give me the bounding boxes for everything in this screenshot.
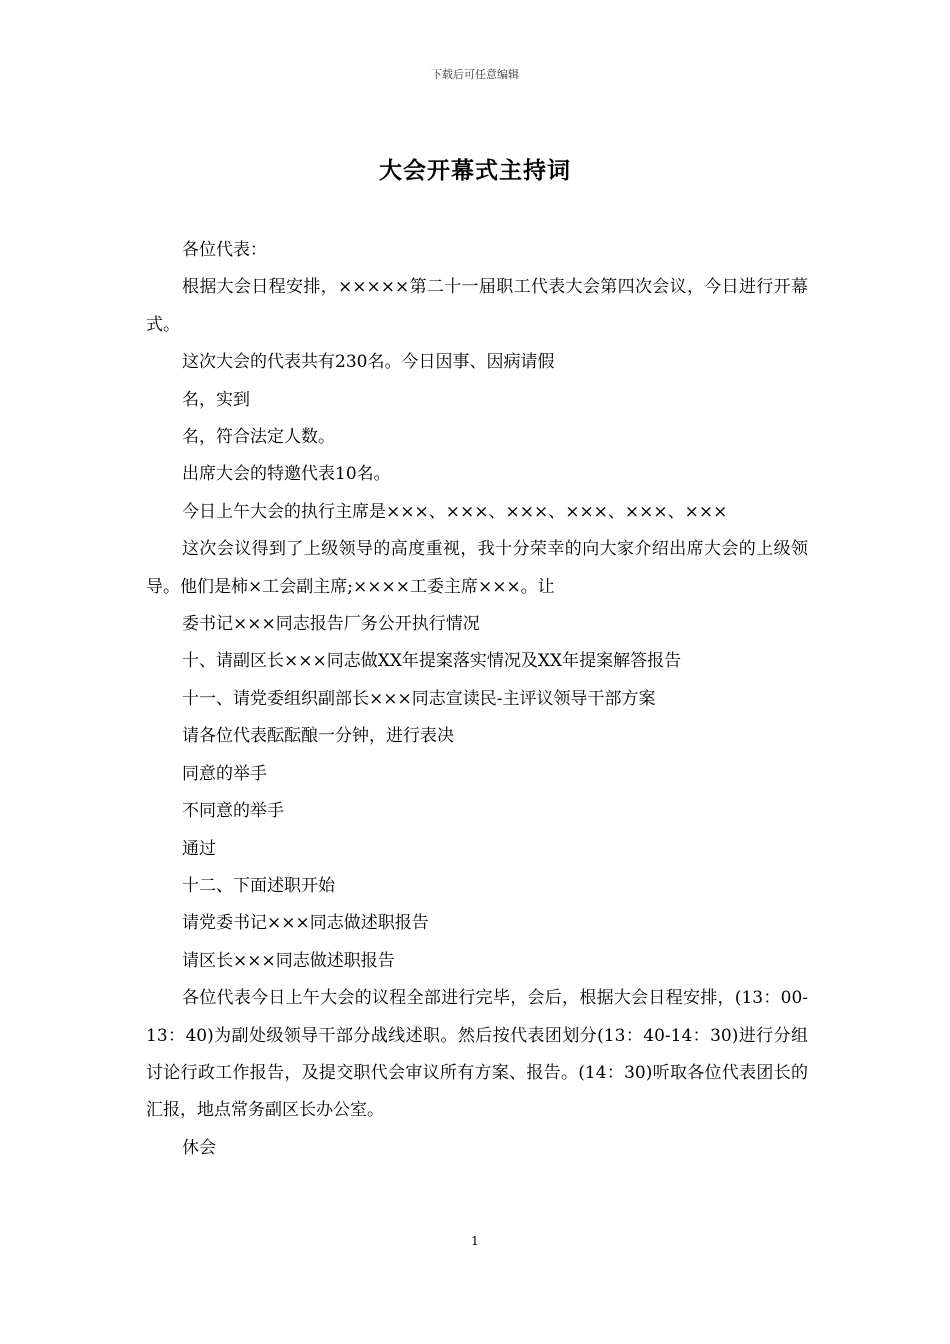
paragraph-presidium: 今日上午大会的执行主席是×××、×××、×××、×××、×××、××× [182, 501, 728, 522]
document-title: 大会开幕式主持词 [379, 157, 571, 184]
header-note: 下载后可任意编辑 [431, 68, 519, 81]
paragraph-salutation: 各位代表： [182, 240, 267, 260]
paragraph-leaders-intro: 这次会议得到了上级领导的高度重视，我十分荣幸的向大家介绍出席大会的上级领导。他们是柿×工会副主席;××××工委主席×××。让 [146, 539, 808, 597]
paragraph-vote-agree: 同意的举手 [182, 763, 267, 784]
paragraph-item-ten: 十、请副区长×××同志做XX年提案落实情况及XX年提案解答报告 [182, 651, 682, 672]
paragraph-item-eleven: 十一、请党委组织副部长×××同志宣读民-主评议领导干部方案 [182, 688, 656, 709]
paragraph-party-secretary-report: 请党委书记×××同志做述职报告 [182, 913, 429, 934]
paragraph-special-delegates: 出席大会的特邀代表10名。 [182, 464, 391, 485]
paragraph-item-report: 委书记×××同志报告厂务公开执行情况 [182, 614, 480, 635]
paragraph-vote-prompt: 请各位代表酝酝酿一分钟，进行表决 [182, 726, 454, 747]
paragraph-district-head-report: 请区长×××同志做述职报告 [182, 950, 395, 971]
document-body [146, 232, 808, 1167]
paragraph-agenda-intro: 根据大会日程安排，×××××第二十一届职工代表大会第四次会议，今日进行开幕式。 [146, 277, 808, 335]
page-number: 1 [471, 1234, 479, 1248]
paragraph-delegate-count: 这次大会的代表共有230名。今日因事、因病请假 [182, 352, 555, 373]
paragraph-vote-passed: 通过 [182, 838, 216, 859]
paragraph-vote-disagree: 不同意的举手 [182, 801, 284, 822]
paragraph-attendance: 名，实到 [182, 389, 250, 410]
paragraph-item-twelve: 十二、下面述职开始 [182, 875, 335, 896]
paragraph-adjourn: 休会 [182, 1137, 216, 1158]
paragraph-quorum: 名，符合法定人数。 [182, 427, 335, 448]
paragraph-closing-schedule: 各位代表今日上午大会的议程全部进行完毕，会后，根据大会日程安排，(13：00-13：40)为副处级领导干部分战线述职。然后按代表团划分(13：40-14：30)进行分组讨论行政工作报告，及提交职代会审议所有方案、报告。(14：30)听取各位代表团长的汇报，地点常务副区长办公室。 [146, 988, 808, 1121]
